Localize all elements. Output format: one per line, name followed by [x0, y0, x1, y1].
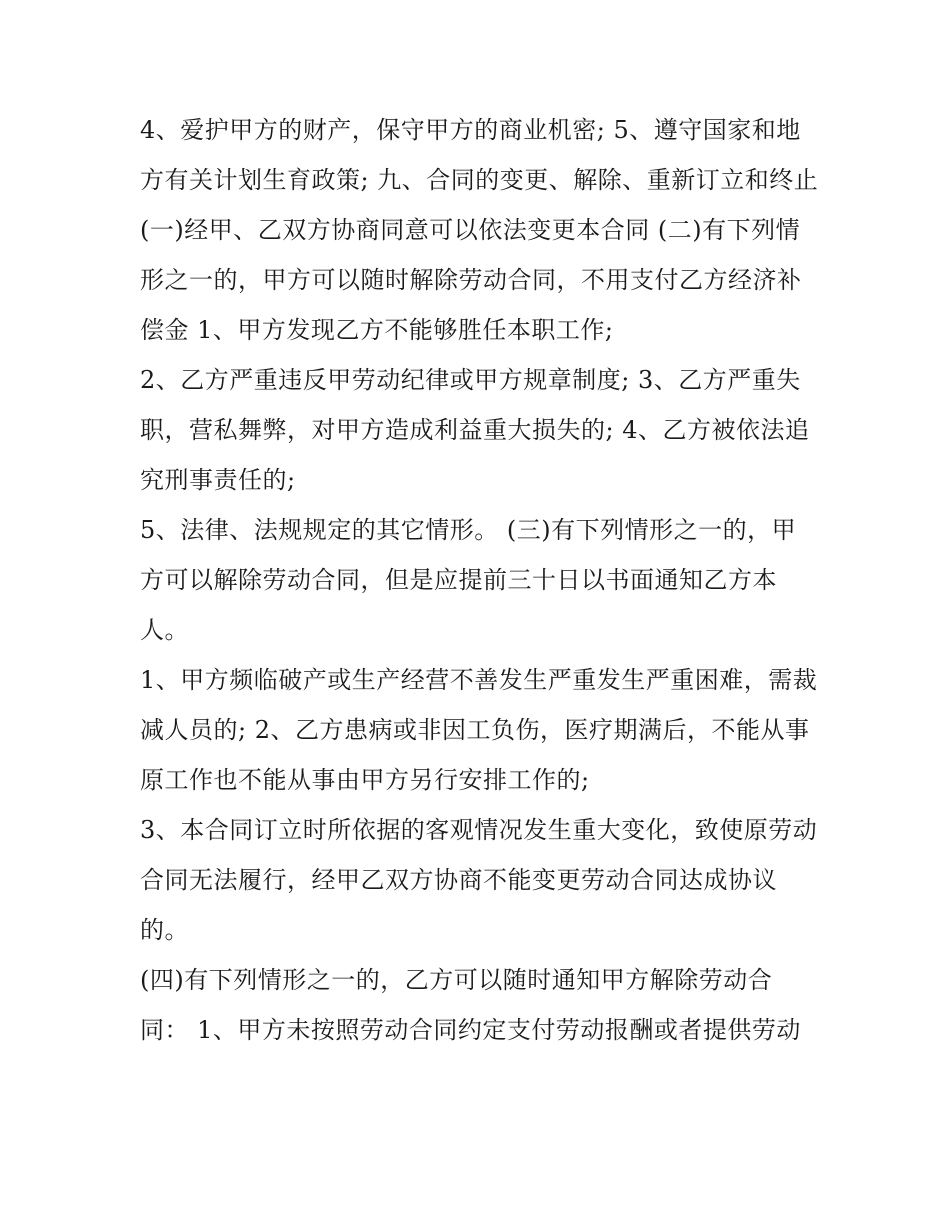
paragraph-1: 4、爱护甲方的财产，保守甲方的商业机密; 5、遵守国家和地方有关计划生育政策; 九、合同的变更、解除、重新订立和终止	[140, 116, 819, 194]
paragraph-3: 2、乙方严重违反甲劳动纪律或甲方规章制度; 3、乙方严重失职，营私舞弊，对甲方造成利益重大损失的; 4、乙方被依法追究刑事责任的;	[140, 366, 810, 494]
paragraph-5: 1、甲方频临破产或生产经营不善发生严重发生严重困难，需裁减人员的; 2、乙方患病或非因工负伤，医疗期满后，不能从事原工作也不能从事由甲方另行安排工作的;	[140, 666, 818, 794]
paragraph-7: (四)有下列情形之一的，乙方可以随时通知甲方解除劳动合同： 1、甲方未按照劳动合同约定支付劳动报酬或者提供劳动	[140, 966, 801, 1044]
paragraph-2: (一)经甲、乙双方协商同意可以依法变更本合同 (二)有下列情形之一的，甲方可以随时解除劳动合同，不用支付乙方经济补偿金 1、甲方发现乙方不能够胜任本职工作;	[140, 216, 802, 344]
paragraph-6: 3、本合同订立时所依据的客观情况发生重大变化，致使原劳动合同无法履行，经甲乙双方协商不能变更劳动合同达成协议的。	[140, 816, 818, 944]
paragraph-4: 5、法律、法规规定的其它情形。 (三)有下列情形之一的，甲方可以解除劳动合同，但是应提前三十日以书面通知乙方本人。	[140, 516, 797, 644]
